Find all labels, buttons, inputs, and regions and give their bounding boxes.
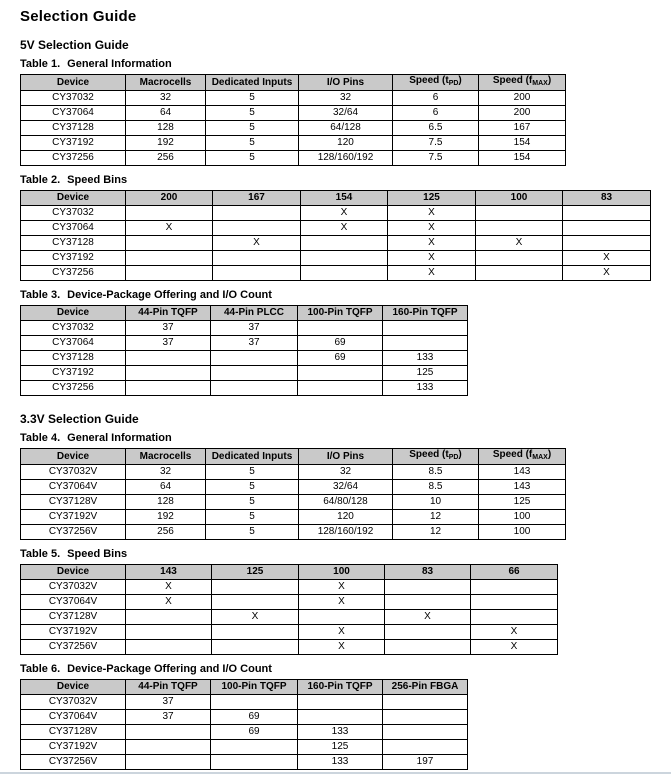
column-header: 44-Pin TQFP xyxy=(126,306,211,321)
value-cell xyxy=(385,595,471,610)
value-cell xyxy=(298,695,383,710)
value-cell: 125 xyxy=(479,495,566,510)
column-header: 44-Pin TQFP xyxy=(126,680,211,695)
value-cell xyxy=(126,381,211,396)
value-cell: 6 xyxy=(393,106,479,121)
table-row xyxy=(21,381,468,396)
column-header: Macrocells xyxy=(126,449,206,465)
column-header: Dedicated Inputs xyxy=(206,75,299,91)
header-row xyxy=(21,306,468,321)
value-cell: 154 xyxy=(479,136,566,151)
column-header: 83 xyxy=(563,191,651,206)
value-cell: 37 xyxy=(126,695,211,710)
value-cell: 192 xyxy=(126,136,206,151)
table-row xyxy=(21,266,651,281)
table-caption-title: General Information xyxy=(67,58,172,70)
value-cell: 12 xyxy=(393,510,479,525)
table-caption-label: Table 1. xyxy=(20,58,61,70)
value-cell xyxy=(212,580,299,595)
value-cell: 154 xyxy=(479,151,566,166)
value-cell xyxy=(126,266,213,281)
device-cell: CY37192V xyxy=(21,740,126,755)
section-heading-5v: 5V Selection Guide xyxy=(20,38,129,52)
value-cell xyxy=(298,710,383,725)
value-cell: 8.5 xyxy=(393,480,479,495)
value-cell xyxy=(126,755,211,770)
table-row xyxy=(21,351,468,366)
value-cell xyxy=(213,266,301,281)
table-row xyxy=(21,610,558,625)
table-row xyxy=(21,321,468,336)
value-cell xyxy=(126,640,212,655)
table-general-information-3v3 xyxy=(20,448,566,540)
value-cell xyxy=(383,710,468,725)
device-cell: CY37128 xyxy=(21,121,126,136)
header-row xyxy=(21,449,566,465)
value-cell: 32/64 xyxy=(299,480,393,495)
value-cell: X xyxy=(388,236,476,251)
value-cell xyxy=(476,251,563,266)
value-cell: 5 xyxy=(206,151,299,166)
table-caption-label: Table 4. xyxy=(20,432,61,444)
device-cell: CY37256 xyxy=(21,151,126,166)
column-header: 66 xyxy=(471,565,558,580)
value-cell: 37 xyxy=(126,336,211,351)
value-cell xyxy=(385,580,471,595)
value-cell: 64 xyxy=(126,106,206,121)
value-cell: 100 xyxy=(479,525,566,540)
value-cell xyxy=(126,740,211,755)
value-cell xyxy=(563,236,651,251)
value-cell xyxy=(213,206,301,221)
value-cell: 64 xyxy=(126,480,206,495)
column-header: I/O Pins xyxy=(299,449,393,465)
column-header: 100-Pin TQFP xyxy=(298,306,383,321)
table-caption-title: Speed Bins xyxy=(67,548,128,560)
device-cell: CY37032V xyxy=(21,580,126,595)
device-cell: CY37256V xyxy=(21,640,126,655)
device-cell: CY37256 xyxy=(21,266,126,281)
value-cell: 8.5 xyxy=(393,465,479,480)
table-general-information-5v xyxy=(20,74,566,166)
value-cell xyxy=(383,336,468,351)
value-cell: X xyxy=(388,221,476,236)
table-caption-label: Table 6. xyxy=(20,663,61,675)
value-cell: X xyxy=(126,221,213,236)
column-header: 83 xyxy=(385,565,471,580)
column-header: Macrocells xyxy=(126,75,206,91)
device-cell: CY37128V xyxy=(21,610,126,625)
column-header: Dedicated Inputs xyxy=(206,449,299,465)
table-row xyxy=(21,206,651,221)
value-cell xyxy=(211,755,298,770)
column-header: Device xyxy=(21,306,126,321)
value-cell: X xyxy=(471,640,558,655)
table-caption-title: Device-Package Offering and I/O Count xyxy=(67,663,272,675)
table-caption-title: General Information xyxy=(67,432,172,444)
value-cell: 200 xyxy=(479,91,566,106)
value-cell: 5 xyxy=(206,121,299,136)
value-cell: X xyxy=(126,580,212,595)
value-cell: 133 xyxy=(298,755,383,770)
column-header: I/O Pins xyxy=(299,75,393,91)
value-cell: X xyxy=(471,625,558,640)
value-cell: 125 xyxy=(383,366,468,381)
value-cell xyxy=(126,351,211,366)
column-header: 125 xyxy=(212,565,299,580)
column-header: 160-Pin TQFP xyxy=(298,680,383,695)
value-cell: 6 xyxy=(393,91,479,106)
table-row xyxy=(21,495,566,510)
value-cell: X xyxy=(388,206,476,221)
device-cell: CY37192V xyxy=(21,625,126,640)
device-cell: CY37192 xyxy=(21,366,126,381)
value-cell xyxy=(298,381,383,396)
value-cell xyxy=(211,366,298,381)
value-cell: X xyxy=(388,251,476,266)
device-cell: CY37064V xyxy=(21,710,126,725)
column-header: 100 xyxy=(299,565,385,580)
column-header: Speed $(t_{PD})$ xyxy=(393,449,479,465)
value-cell xyxy=(563,206,651,221)
value-cell: 32 xyxy=(126,91,206,106)
value-cell: X xyxy=(301,221,388,236)
value-cell: 133 xyxy=(383,351,468,366)
value-cell xyxy=(213,221,301,236)
table-row xyxy=(21,725,468,740)
column-header: Speed $(f_{MAX})$ xyxy=(479,449,566,465)
column-header: 167 xyxy=(213,191,301,206)
header-row xyxy=(21,75,566,91)
value-cell: 143 xyxy=(479,465,566,480)
value-cell: X xyxy=(299,580,385,595)
value-cell: 143 xyxy=(479,480,566,495)
value-cell: 5 xyxy=(206,480,299,495)
column-header: Speed $(f_{MAX})$ xyxy=(479,75,566,91)
value-cell: 37 xyxy=(211,321,298,336)
value-cell: X xyxy=(385,610,471,625)
value-cell xyxy=(211,381,298,396)
device-cell: CY37256 xyxy=(21,381,126,396)
value-cell xyxy=(211,351,298,366)
table-row xyxy=(21,595,558,610)
value-cell: 64/128 xyxy=(299,121,393,136)
value-cell: X xyxy=(299,595,385,610)
table-row xyxy=(21,136,566,151)
section-heading-3v3: 3.3V Selection Guide xyxy=(20,412,139,426)
device-cell: CY37192 xyxy=(21,251,126,266)
value-cell xyxy=(213,251,301,266)
value-cell: 32/64 xyxy=(299,106,393,121)
table-caption-1 xyxy=(20,58,671,71)
value-cell: 133 xyxy=(383,381,468,396)
table-caption-title: Device-Package Offering and I/O Count xyxy=(67,289,272,301)
value-cell: 167 xyxy=(479,121,566,136)
value-cell: 32 xyxy=(299,91,393,106)
table-row xyxy=(21,121,566,136)
device-cell: CY37256V xyxy=(21,525,126,540)
value-cell: 128 xyxy=(126,495,206,510)
value-cell: 69 xyxy=(211,710,298,725)
column-header: 100-Pin TQFP xyxy=(211,680,298,695)
column-header: 154 xyxy=(301,191,388,206)
device-cell: CY37064 xyxy=(21,336,126,351)
value-cell xyxy=(126,625,212,640)
device-cell: CY37064V xyxy=(21,595,126,610)
value-cell xyxy=(298,366,383,381)
value-cell: 256 xyxy=(126,151,206,166)
value-cell: X xyxy=(563,266,651,281)
column-header: Device xyxy=(21,191,126,206)
value-cell: 120 xyxy=(299,136,393,151)
table-row xyxy=(21,465,566,480)
column-header: 125 xyxy=(388,191,476,206)
value-cell xyxy=(471,580,558,595)
table-caption-2 xyxy=(20,174,671,187)
column-header: 160-Pin TQFP xyxy=(383,306,468,321)
device-cell: CY37064 xyxy=(21,106,126,121)
value-cell xyxy=(385,640,471,655)
value-cell xyxy=(299,610,385,625)
column-header: Speed $(t_{PD})$ xyxy=(393,75,479,91)
value-cell: X xyxy=(476,236,563,251)
table-row xyxy=(21,236,651,251)
value-cell: 37 xyxy=(211,336,298,351)
header-row xyxy=(21,191,651,206)
value-cell xyxy=(211,695,298,710)
value-cell: 37 xyxy=(126,321,211,336)
value-cell: 128/160/192 xyxy=(299,151,393,166)
device-cell: CY37128V xyxy=(21,495,126,510)
table-caption-label: Table 5. xyxy=(20,548,61,560)
value-cell xyxy=(126,206,213,221)
value-cell: 133 xyxy=(298,725,383,740)
value-cell xyxy=(126,610,212,625)
value-cell: 32 xyxy=(299,465,393,480)
device-cell: CY37032V xyxy=(21,465,126,480)
device-cell: CY37032 xyxy=(21,321,126,336)
value-cell xyxy=(383,321,468,336)
value-cell: 5 xyxy=(206,510,299,525)
value-cell xyxy=(212,625,299,640)
value-cell xyxy=(301,266,388,281)
value-cell: 128/160/192 xyxy=(299,525,393,540)
device-cell: CY37192V xyxy=(21,510,126,525)
table-row xyxy=(21,221,651,236)
value-cell: 125 xyxy=(298,740,383,755)
table-row xyxy=(21,740,468,755)
table-row xyxy=(21,755,468,770)
table-row xyxy=(21,625,558,640)
value-cell: 6.5 xyxy=(393,121,479,136)
table-caption-3 xyxy=(20,289,671,302)
table-row xyxy=(21,91,566,106)
value-cell: X xyxy=(213,236,301,251)
device-cell: CY37256V xyxy=(21,755,126,770)
device-cell: CY37032 xyxy=(21,206,126,221)
value-cell xyxy=(476,221,563,236)
device-cell: CY37032 xyxy=(21,91,126,106)
value-cell xyxy=(126,725,211,740)
value-cell: 10 xyxy=(393,495,479,510)
value-cell: X xyxy=(563,251,651,266)
value-cell xyxy=(476,266,563,281)
value-cell: X xyxy=(126,595,212,610)
value-cell xyxy=(383,740,468,755)
value-cell: 37 xyxy=(126,710,211,725)
value-cell: 256 xyxy=(126,525,206,540)
value-cell: 197 xyxy=(383,755,468,770)
table-speed-bins-3v3 xyxy=(20,564,558,655)
value-cell: 200 xyxy=(479,106,566,121)
table-row xyxy=(21,151,566,166)
value-cell: 192 xyxy=(126,510,206,525)
value-cell xyxy=(211,740,298,755)
device-cell: CY37192 xyxy=(21,136,126,151)
device-cell: CY37128 xyxy=(21,236,126,251)
table-row xyxy=(21,106,566,121)
value-cell: 69 xyxy=(298,351,383,366)
value-cell: 5 xyxy=(206,465,299,480)
value-cell: 5 xyxy=(206,106,299,121)
value-cell: X xyxy=(299,640,385,655)
value-cell: 32 xyxy=(126,465,206,480)
value-cell: 5 xyxy=(206,525,299,540)
table-caption-label: Table 3. xyxy=(20,289,61,301)
value-cell: 69 xyxy=(298,336,383,351)
value-cell xyxy=(212,595,299,610)
table-row xyxy=(21,510,566,525)
value-cell xyxy=(385,625,471,640)
value-cell xyxy=(298,321,383,336)
table-speed-bins-5v xyxy=(20,190,651,281)
value-cell: X xyxy=(299,625,385,640)
value-cell xyxy=(563,221,651,236)
value-cell xyxy=(301,251,388,266)
column-header: 256-Pin FBGA xyxy=(383,680,468,695)
value-cell: 5 xyxy=(206,91,299,106)
value-cell xyxy=(471,610,558,625)
column-header: 200 xyxy=(126,191,213,206)
value-cell xyxy=(126,251,213,266)
value-cell: 128 xyxy=(126,121,206,136)
value-cell xyxy=(301,236,388,251)
table-row xyxy=(21,336,468,351)
table-caption-4 xyxy=(20,432,671,445)
column-header: Device xyxy=(21,75,126,91)
value-cell: 12 xyxy=(393,525,479,540)
column-header: Device xyxy=(21,449,126,465)
value-cell: X xyxy=(301,206,388,221)
table-caption-title: Speed Bins xyxy=(67,174,128,186)
table-caption-5 xyxy=(20,548,671,561)
table-row xyxy=(21,525,566,540)
device-cell: CY37128V xyxy=(21,725,126,740)
value-cell: 64/80/128 xyxy=(299,495,393,510)
value-cell xyxy=(126,366,211,381)
value-cell xyxy=(383,725,468,740)
device-cell: CY37064V xyxy=(21,480,126,495)
table-row xyxy=(21,480,566,495)
table-caption-6 xyxy=(20,663,671,676)
value-cell: X xyxy=(212,610,299,625)
value-cell: 5 xyxy=(206,136,299,151)
device-cell: CY37064 xyxy=(21,221,126,236)
header-row xyxy=(21,680,468,695)
column-header: 44-Pin PLCC xyxy=(211,306,298,321)
header-row xyxy=(21,565,558,580)
value-cell xyxy=(476,206,563,221)
value-cell xyxy=(471,595,558,610)
value-cell: 69 xyxy=(211,725,298,740)
table-row xyxy=(21,710,468,725)
table-row xyxy=(21,695,468,710)
table-row xyxy=(21,580,558,595)
column-header: Device xyxy=(21,565,126,580)
table-row xyxy=(21,640,558,655)
device-cell: CY37128 xyxy=(21,351,126,366)
column-header: Device xyxy=(21,680,126,695)
value-cell: 100 xyxy=(479,510,566,525)
value-cell: 120 xyxy=(299,510,393,525)
value-cell: 5 xyxy=(206,495,299,510)
value-cell xyxy=(126,236,213,251)
table-row xyxy=(21,251,651,266)
table-row xyxy=(21,366,468,381)
table-package-offering-5v xyxy=(20,305,468,396)
column-header: 100 xyxy=(476,191,563,206)
value-cell: 7.5 xyxy=(393,151,479,166)
value-cell: 7.5 xyxy=(393,136,479,151)
device-cell: CY37032V xyxy=(21,695,126,710)
value-cell xyxy=(383,695,468,710)
value-cell: X xyxy=(388,266,476,281)
table-caption-label: Table 2. xyxy=(20,174,61,186)
table-package-offering-3v3 xyxy=(20,679,468,770)
value-cell xyxy=(212,640,299,655)
page-title: Selection Guide xyxy=(20,8,137,25)
column-header: 143 xyxy=(126,565,212,580)
